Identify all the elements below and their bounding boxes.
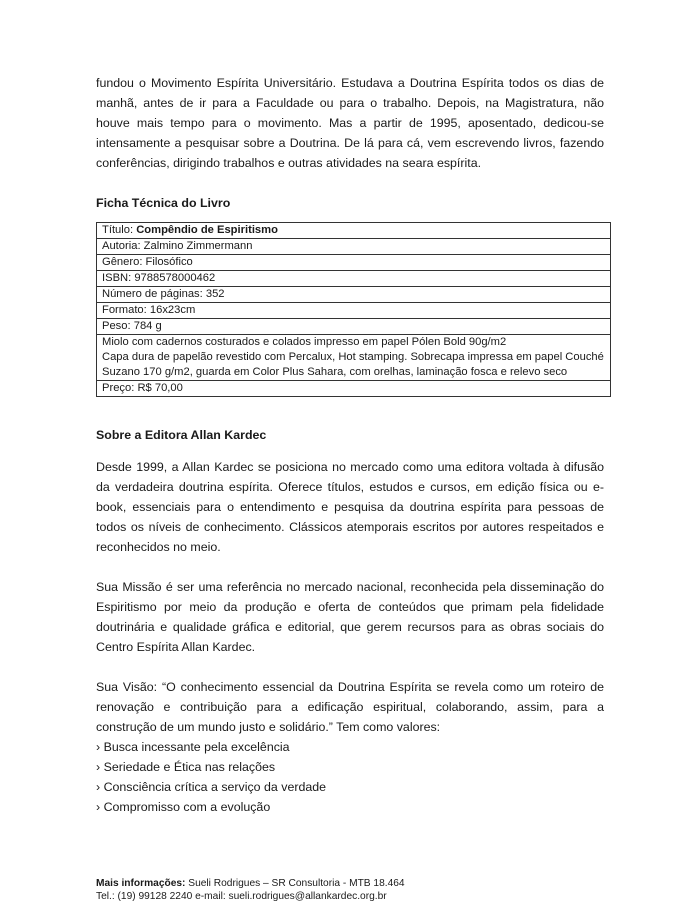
formato-cell: Formato: 16x23cm [97,303,611,319]
capa-line: Capa dura de papelão revestido com Percalux, Hot stamping. Sobrecapa impressa em papel Couché Suzano 170 g/m2, guarda em Color Plus Sahara, com orelhas, laminação fosca e relevo seco [102,351,604,378]
isbn-cell: ISBN: 9788578000462 [97,271,611,287]
table-row [97,287,611,303]
ficha-tecnica-table [96,222,611,397]
miolo-line: Miolo com cadernos costurados e colados impresso em papel Pólen Bold 90g/m2 [102,336,507,348]
list-item: › Busca incessante pela excelência [96,740,290,754]
table-row [97,239,611,255]
ficha-heading: Ficha Técnica do Livro [96,196,231,210]
titulo-cell [97,223,611,239]
titulo-value: Compêndio de Espiritismo [136,224,278,236]
footer-line-1 [96,877,656,890]
paginas-cell: Número de páginas: 352 [97,287,611,303]
footer-line-2: Tel.: (19) 99128 2240 e-mail: sueli.rodrigues@allankardec.org.br [96,891,387,902]
genero-cell: Gênero: Filosófico [97,255,611,271]
list-item: › Consciência crítica a serviço da verdade [96,780,327,794]
table-row [97,319,611,335]
editora-heading: Sobre a Editora Allan Kardec [96,428,267,442]
intro-paragraph: fundou o Movimento Espírita Universitário. Estudava a Doutrina Espírita todos os dias de manhã, antes de ir para a Faculdade ou para o trabalho. Depois, na Magistratura, não houve mais tempo para o movimento. Mas a partir de 1995, aposentado, dedicou-se intensamente a pesquisar sobre a Doutrina. De lá para cá, vem escrevendo livros, fazendo conferências, dirigindo trabalhos e outras atividades na seara espírita. [96,76,604,170]
footer [96,877,656,903]
table-row [97,335,611,381]
preco-cell: Preço: R$ 70,00 [97,381,611,397]
table-row [97,381,611,397]
list-item: › Compromisso com a evolução [96,800,271,814]
missao-paragraph: Sua Missão é ser uma referência no mercado nacional, reconhecida pela disseminação do Espiritismo por meio da produção e oferta de conteúdos que primam pela fidelidade doutrinária e qualidade gráfica e editorial, que gerem recursos para as obras sociais do Centro Espírita Allan Kardec. [96,580,604,654]
visao-paragraph: Sua Visão: “O conhecimento essencial da Doutrina Espírita se revela como um roteiro de renovação e contribuição para a edificação espiritual, colaborando, assim, para a construção de um mundo justo e solidário.” Tem como valores: [96,680,604,734]
footer-label: Mais informações: [96,878,186,889]
list-item: › Seriedade e Ética nas relações [96,760,276,774]
footer-contact: Sueli Rodrigues – SR Consultoria - MTB 18.464 [185,878,405,889]
titulo-label: Título: [102,224,137,236]
editora-paragraph-1: Desde 1999, a Allan Kardec se posiciona no mercado como uma editora voltada à difusão da verdadeira doutrina espírita. Oferece títulos, estudos e cursos, em edição física ou e-book, essenciais para o entendimento e pesquisa da doutrina espírita para pessoas de todos os níveis de conhecimento. Clássicos atemporais escritos por autores respeitados e reconhecidos no meio. [96,460,604,554]
valores-list [96,737,604,817]
table-row [97,271,611,287]
acabamento-cell [97,335,611,381]
table-row [97,303,611,319]
autoria-cell: Autoria: Zalmino Zimmermann [97,239,611,255]
peso-cell: Peso: 784 g [97,319,611,335]
table-row [97,255,611,271]
document-page [96,73,604,817]
table-row [97,223,611,239]
